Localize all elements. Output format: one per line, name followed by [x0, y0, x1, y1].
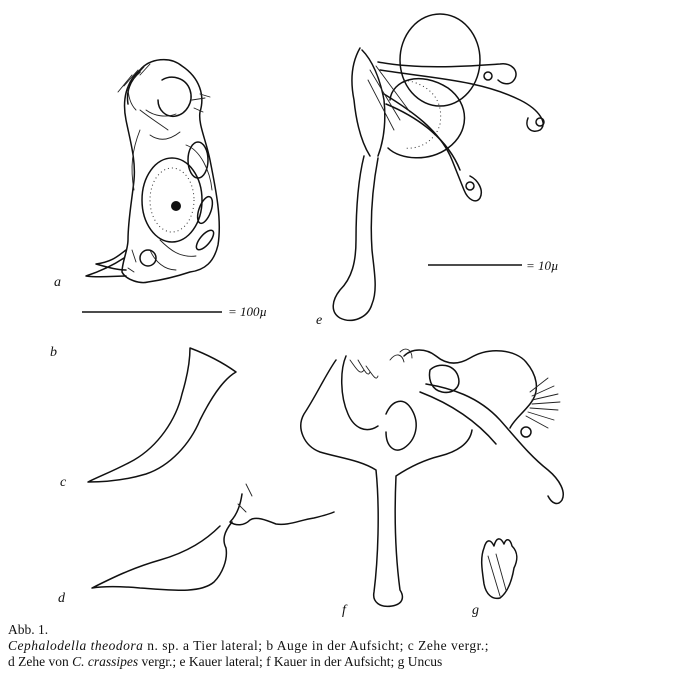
- caption-line-1-text: n. sp. a Tier lateral; b Auge in der Aufsicht; c Zehe vergr.;: [143, 638, 490, 653]
- panel-label-g: g: [472, 603, 479, 618]
- panel-f-jaw-topview-drawing: [301, 349, 563, 606]
- panel-e-jaw-lateral-drawing: [333, 14, 544, 320]
- panel-label-b: b: [50, 345, 57, 360]
- panel-d-toe-drawing: [92, 484, 334, 590]
- caption-line-2-start: d Zehe von: [8, 654, 73, 669]
- panel-label-a: a: [54, 275, 61, 290]
- caption-line-1: [8, 638, 692, 654]
- caption-line-2-end: vergr.; e Kauer lateral; f Kauer in der Aufsicht; g Uncus: [138, 654, 443, 669]
- species-name: Cephalodella theodora: [8, 638, 144, 653]
- figure-caption: [8, 622, 692, 670]
- scale-label-e: = 10µ: [526, 258, 559, 273]
- figure-number: Abb. 1.: [8, 622, 49, 637]
- compare-species-name: C. crassipes: [72, 654, 139, 669]
- caption-line-2: [8, 654, 692, 670]
- panel-label-d: d: [58, 591, 65, 606]
- panel-label-f: f: [342, 603, 346, 618]
- panel-c-toe-drawing: [88, 348, 236, 482]
- scale-label-a: = 100µ: [228, 304, 268, 319]
- panel-a-animal-drawing: [86, 60, 219, 283]
- panel-label-c: c: [60, 475, 67, 490]
- panel-label-e: e: [316, 313, 323, 328]
- panel-g-uncus-drawing: [482, 539, 517, 598]
